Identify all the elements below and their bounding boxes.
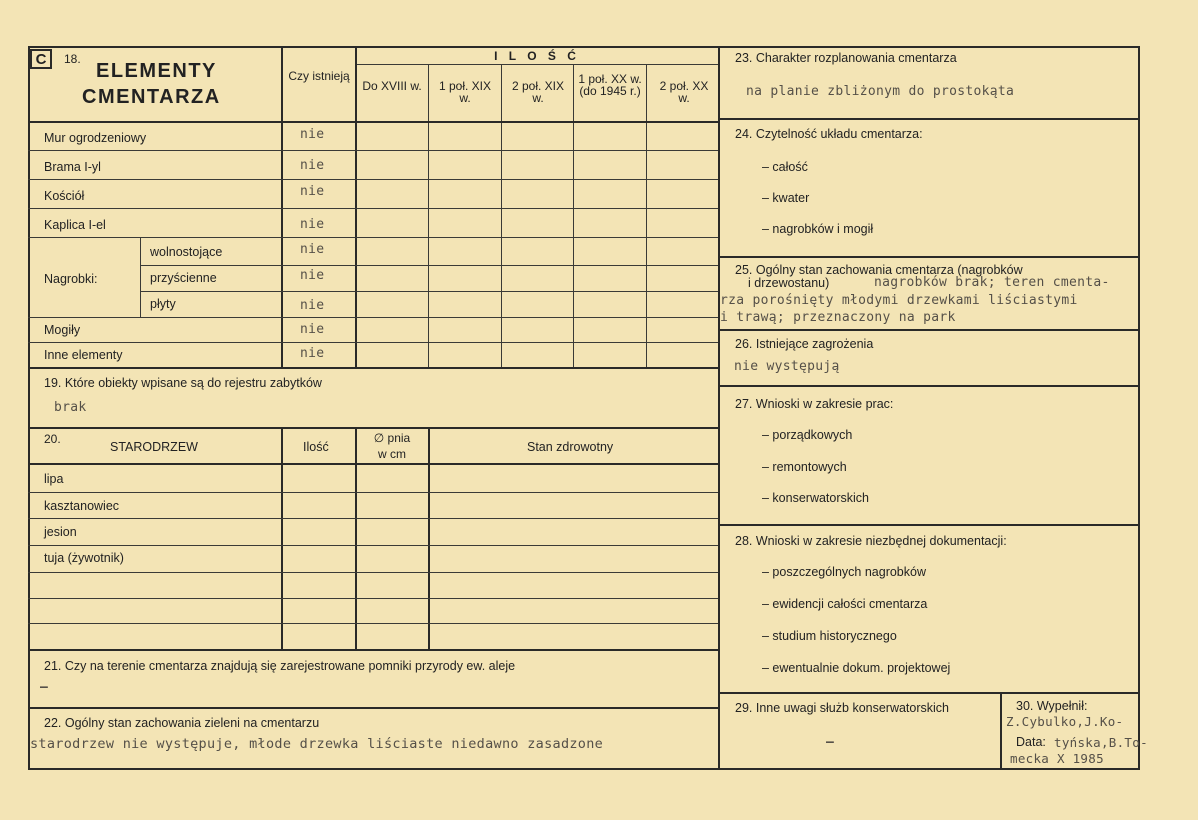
section-letter-box: C [30,49,52,69]
row-label-brama: Brama I-yl [44,160,101,174]
s26-value: nie występują [734,359,840,374]
value-kaplica: nie [300,217,325,232]
s30-value-line2: tyńska,B.To- [1054,735,1148,750]
s30-value-line3: mecka X 1985 [1010,751,1104,766]
s25-value-line2: rza porośnięty młodymi drzewkami liściastymi [720,293,1078,308]
value-kosciol: nie [300,184,325,199]
s30-label: 30. Wypełnił: [1016,699,1088,713]
s24-item-calosc: – całość [762,160,808,174]
s22-value: starodrzew nie występuje, młode drzewka liściaste niedawno zasadzone [30,736,604,752]
value-wolnostojace: nie [300,242,325,257]
s24-item-kwater: – kwater [762,191,810,205]
s28-item-studium: – studium historycznego [762,629,897,643]
s18-number: 18. [64,52,81,66]
value-inne: nie [300,346,325,361]
value-brama: nie [300,158,325,173]
s25-label-line1: 25. Ogólny stan zachowania cmentarza (nagrobków [735,263,1023,277]
row-label-przyscienne: przyścienne [150,271,217,285]
s29-label: 29. Inne uwagi służb konserwatorskich [735,701,950,715]
col-1pol-xx: 1 poł. XX w. (do 1945 r.) [578,72,642,98]
s24-label: 24. Czytelność układu cmentarza: [735,127,923,141]
s22-label: 22. Ogólny stan zachowania zieleni na cmentarzu [44,716,320,730]
s27-item-porzadkowych: – porządkowych [762,428,853,442]
col-do-xviii: Do XVIII w. [362,79,422,93]
s28-label: 28. Wnioski w zakresie niezbędnej dokumentacji: [735,534,1007,548]
s24-item-nagrobkow: – nagrobków i mogił [762,222,874,236]
s28-item-nagrobkow: – poszczególnych nagrobków [762,565,926,579]
s18-title-line1: ELEMENTY [96,60,217,82]
s23-label: 23. Charakter rozplanowania cmentarza [735,51,957,65]
s23-value: na planie zbliżonym do prostokąta [746,84,1015,99]
s20-row-lipa: lipa [44,472,64,486]
row-label-plyty: płyty [150,297,176,311]
s21-label: 21. Czy na terenie cmentarza znajdują się zarejestrowane pomniki przyrody ew. aleje [44,659,516,673]
row-label-inne: Inne elementy [44,348,123,362]
row-label-wolnostojace: wolnostojące [150,245,223,259]
s20-col-ilosc: Ilość [303,440,329,454]
s28-item-dokum: – ewentualnie dokum. projektowej [762,661,951,675]
s25-label-line2: i drzewostanu) [748,276,830,290]
s30-value-line1: Z.Cybulko,J.Ko- [1006,714,1124,729]
row-label-mogily: Mogiły [44,323,81,337]
s30-date-label: Data: [1016,735,1046,749]
s19-label: 19. Które obiekty wpisane są do rejestru zabytków [44,376,322,390]
value-przyscienne: nie [300,268,325,283]
s20-col-pnia-line2: w cm [378,447,406,461]
row-label-nagrobki: Nagrobki: [44,272,98,286]
s20-row-jesion: jesion [44,525,77,539]
s21-value: – [40,680,49,695]
value-mogily: nie [300,322,325,337]
col-2pol-xix: 2 poł. XIX w. [511,79,565,105]
s26-label: 26. Istniejące zagrożenia [735,337,874,351]
s20-number: 20. [44,432,61,446]
s19-value: brak [54,400,87,415]
row-label-mur: Mur ogrodzeniowy [44,131,147,145]
s29-value: – [826,735,835,750]
row-label-kosciol: Kościół [44,189,85,203]
s28-item-ewidencji: – ewidencji całości cmentarza [762,597,928,611]
value-plyty: nie [300,298,325,313]
s25-value-line1: nagrobków brak; teren cmenta- [874,275,1110,290]
ilosc-header: I L O Ś Ć [494,49,580,63]
s27-item-remontowych: – remontowych [762,460,847,474]
s20-row-tuja: tuja (żywotnik) [44,551,124,565]
row-label-kaplica: Kaplica I-el [44,218,106,232]
s20-title: STARODRZEW [110,440,198,454]
s20-row-kasztanowiec: kasztanowiec [44,499,120,513]
col-1pol-xix: 1 poł. XIX w. [438,79,492,105]
s20-col-stan: Stan zdrowotny [527,440,614,454]
s18-title-line2: CMENTARZA [82,86,221,108]
s20-col-pnia-line1: ∅ pnia [373,431,411,445]
col-2pol-xx: 2 poł. XX w. [659,79,709,105]
s27-item-konserwatorskich: – konserwatorskich [762,491,869,505]
s25-value-line3: i trawą; przeznaczony na park [720,310,956,325]
value-mur: nie [300,127,325,142]
col-czy-istnieja: Czy istnieją [288,69,350,83]
s27-label: 27. Wnioski w zakresie prac: [735,397,894,411]
